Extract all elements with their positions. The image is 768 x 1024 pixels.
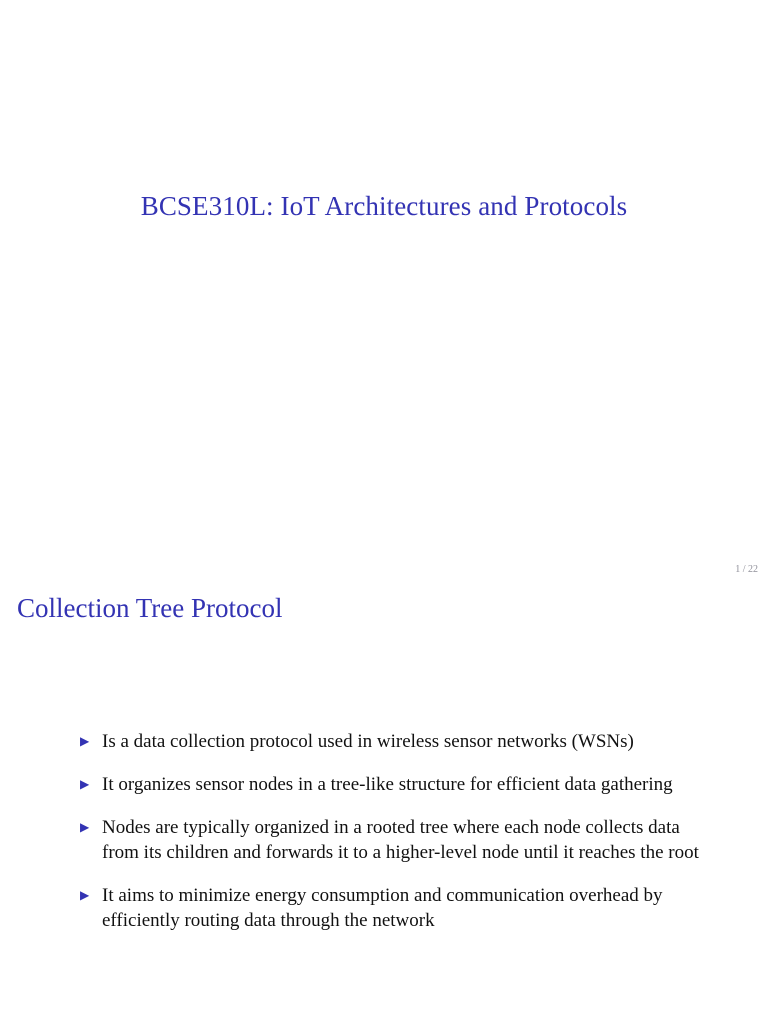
bullet-text: It aims to minimize energy consumption and communication overhead by efficiently routing data through the network — [102, 885, 663, 931]
bullet-item — [80, 883, 720, 933]
content-slide — [0, 583, 768, 1024]
deck-title: BCSE310L: IoT Architectures and Protocols — [140, 191, 628, 221]
slide-title: Collection Tree Protocol — [17, 593, 283, 623]
bullet-item — [80, 772, 720, 797]
bullet-item — [80, 729, 720, 754]
triangle-right-icon: ▶ — [80, 820, 90, 834]
page-number: 1 / 22 — [735, 564, 758, 575]
bullet-text: It organizes sensor nodes in a tree-like structure for efficient data gathering — [102, 774, 673, 795]
bullet-text: Is a data collection protocol used in wireless sensor networks (WSNs) — [102, 731, 634, 752]
bullet-text: Nodes are typically organized in a rooted tree where each node collects data from its children and forwards it to a higher-level node until it reaches the root — [102, 817, 699, 863]
bullet-list — [80, 729, 720, 951]
triangle-right-icon: ▶ — [80, 888, 90, 902]
triangle-right-icon: ▶ — [80, 777, 90, 791]
triangle-right-icon: ▶ — [80, 734, 90, 748]
bullet-item — [80, 815, 720, 865]
